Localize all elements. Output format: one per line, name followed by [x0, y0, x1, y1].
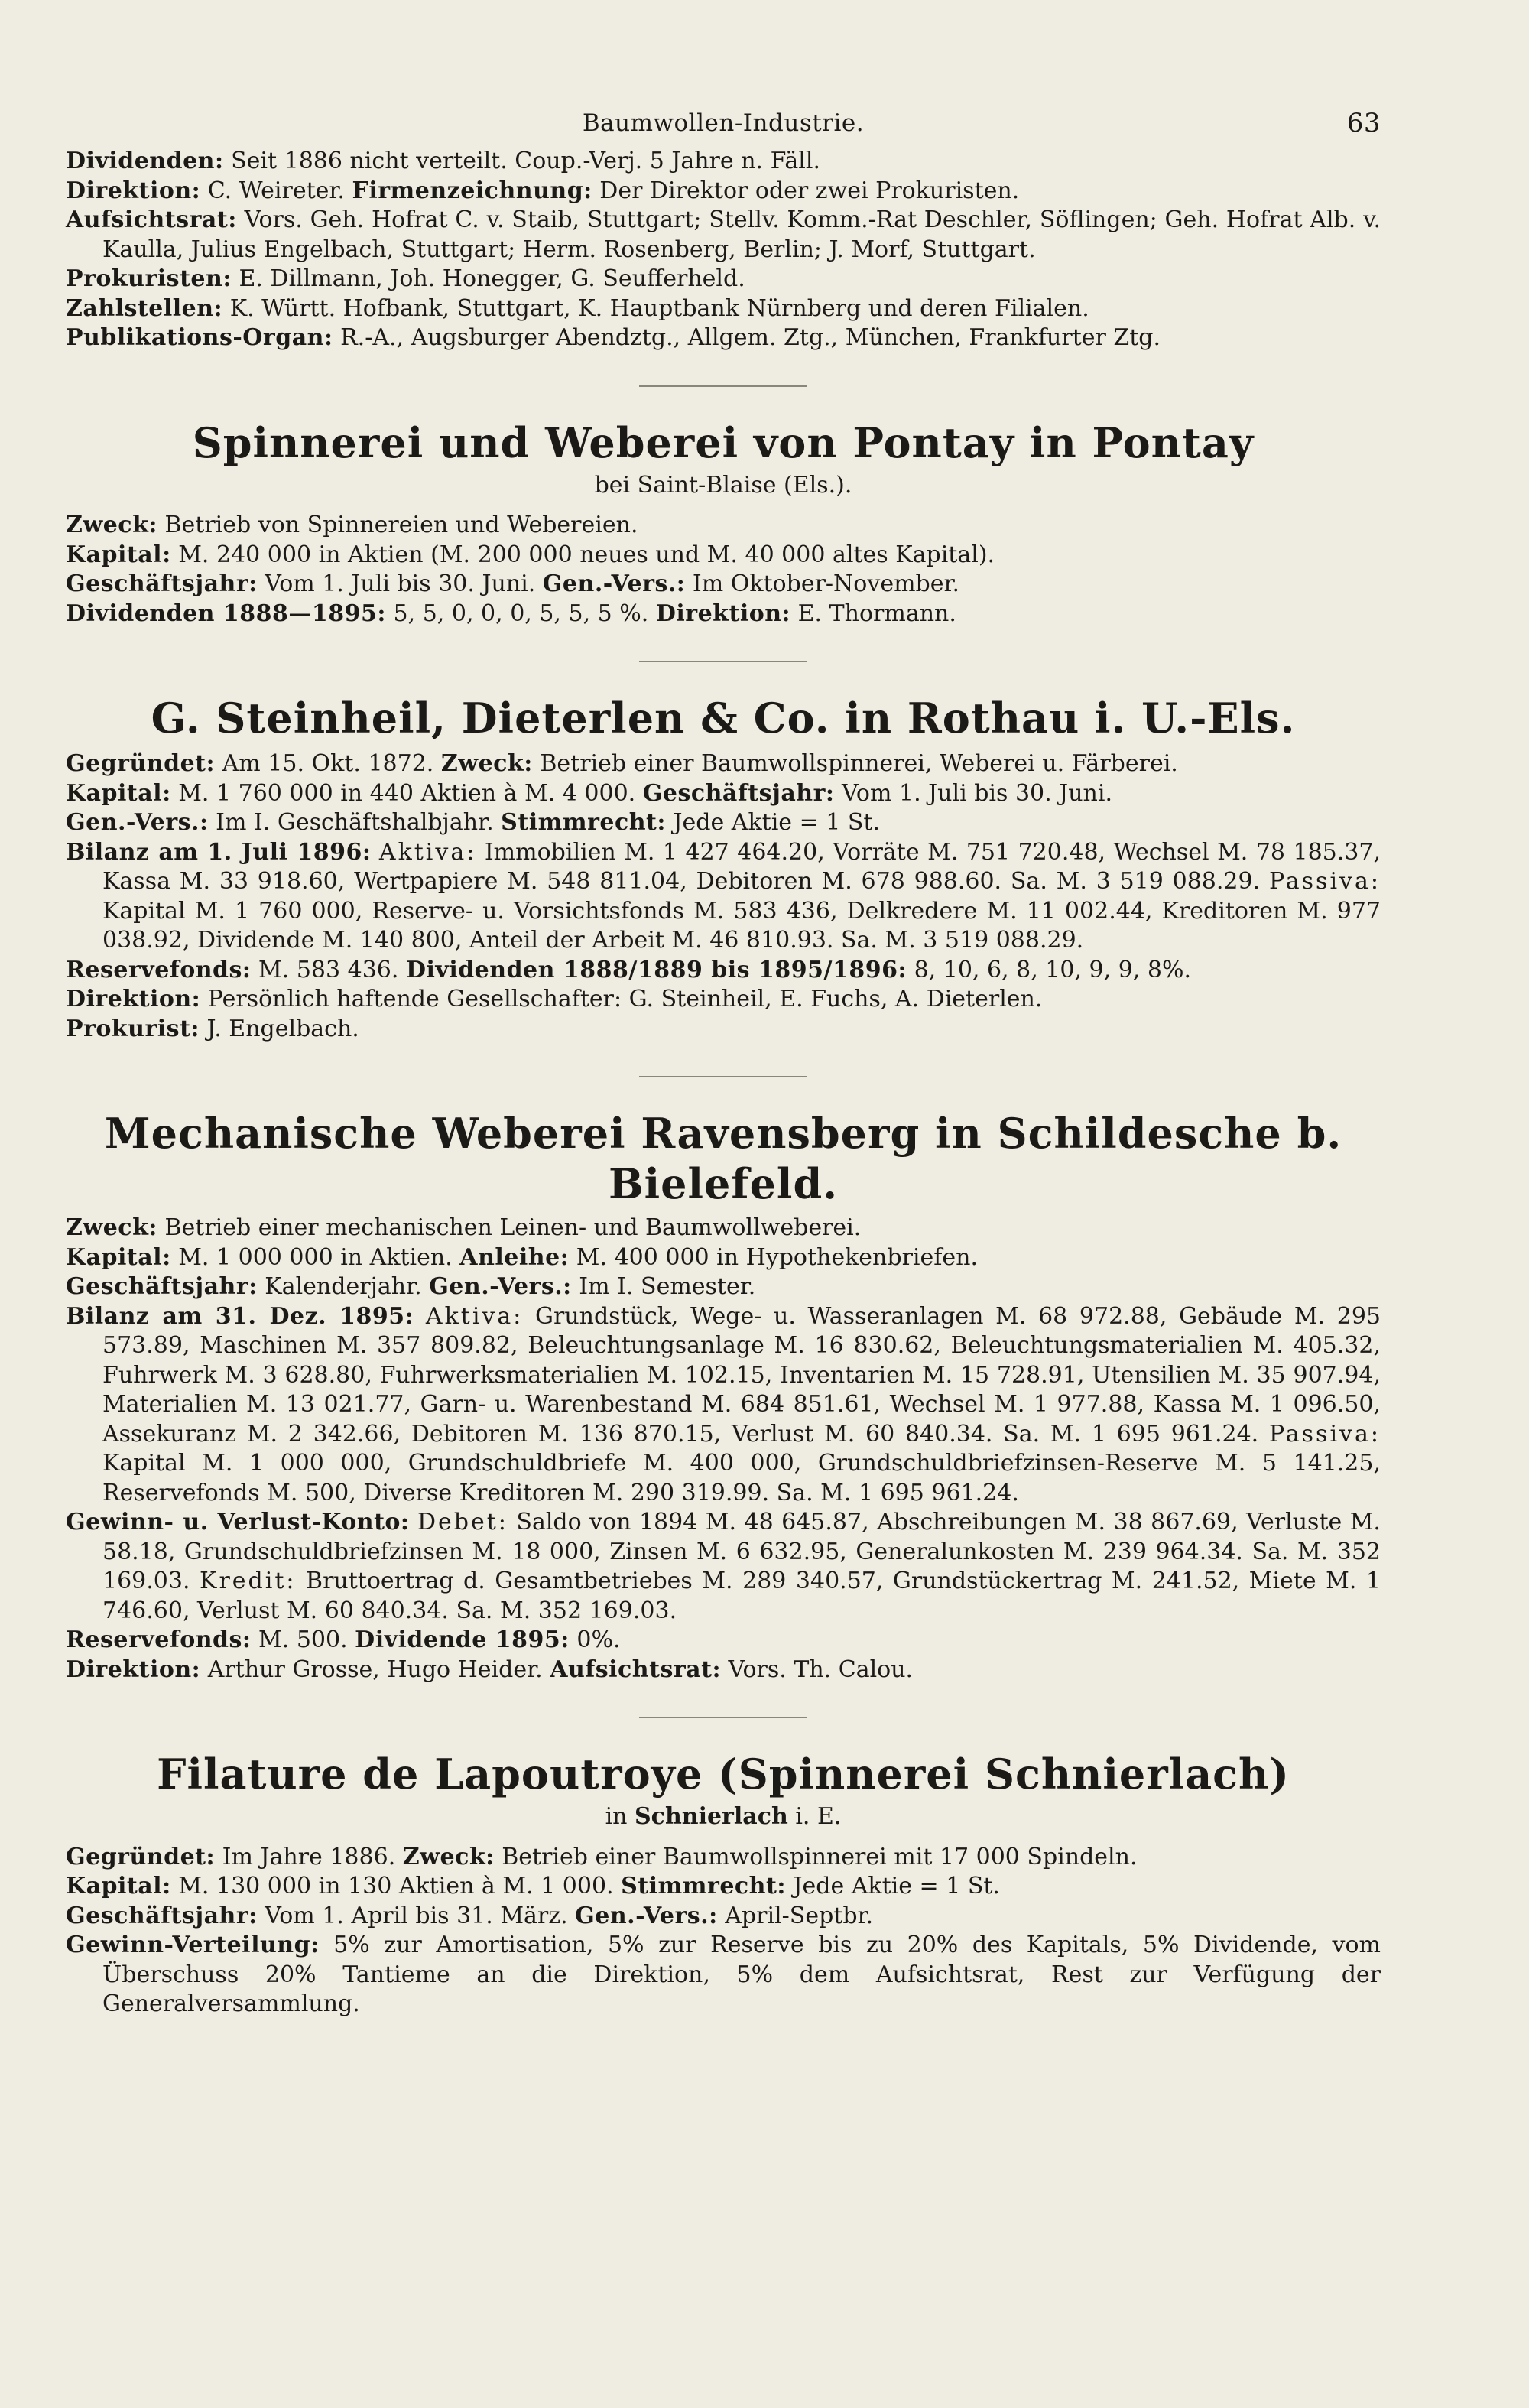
- geschaeftsjahr-line: [66, 1272, 1381, 1302]
- divider: [639, 1076, 807, 1077]
- company-title: Filature de Lapoutroye (Spinnerei Schnierlach): [157, 1750, 1290, 1799]
- guv-text-debet: Saldo von 1894 M. 48 645.87, Abschreibungen M. 38 867.69, Verluste M. 58.18, Grundschuldbriefzinsen M. 18 000, Zinsen M. 6 632.95, Generalunkosten M. 239 964.34. Sa. M. 352 169.03.: [102, 1509, 1381, 1594]
- direktion-text: Arthur Grosse, Hugo Heider.: [200, 1656, 550, 1683]
- guv-label: Gewinn- u. Verlust-Konto:: [66, 1509, 410, 1535]
- bilanz-text-aktiva: Grundstück, Wege- u. Wasseranlagen M. 68 972.88, Gebäude M. 295 573.89, Maschinen M. 357 809.82, Beleuchtungsanlage M. 16 830.62, Beleuchtungsmaterialien M. 405.32, Fuhrwerk M. 3 628.80, Fuhrwerksmaterialien M. 102.15, Inventarien M. 15 728.91, Utensilien M. 35 907.94, Materialien M. 13 021.77, Garn- u. Warenbestand M. 684 851.61, Wechsel M. 1 977.88, Kassa M. 1 096.50, Assekuranz M. 2 342.66, Debitoren M. 136 870.15, Verlust M. 60 840.34. Sa. M. 1 695 961.24.: [102, 1302, 1381, 1448]
- kapital-line: [66, 541, 1381, 570]
- geschaeftsjahr-text: Vom 1. Juli bis 30. Juni.: [257, 570, 543, 597]
- direktion-label: Direktion:: [655, 600, 791, 627]
- dividende-text: 0%.: [569, 1626, 621, 1653]
- company-title: Spinnerei und Weberei von Pontay in Pontay: [192, 418, 1255, 467]
- kapital-label: Kapital:: [66, 541, 171, 568]
- subtitle-place: Schnierlach: [635, 1803, 788, 1830]
- prokuristen-text: E. Dillmann, Joh. Honegger, G. Seufferheld.: [231, 265, 745, 292]
- dividenden-text: 8, 10, 6, 8, 10, 9, 9, 8%.: [907, 956, 1191, 983]
- zweck-line: [66, 1214, 1381, 1243]
- gewinnverteilung-label: Gewinn-Verteilung:: [66, 1932, 320, 1958]
- dividende-label: Dividende 1895:: [355, 1626, 570, 1653]
- bilanz-line: [66, 838, 1381, 956]
- kapital-text: M. 1 000 000 in Aktien.: [170, 1243, 460, 1271]
- genvers-label: Gen.-Vers.:: [66, 809, 209, 836]
- zweck-text: Betrieb von Spinnereien und Webereien.: [157, 512, 638, 538]
- kapital-text: M. 130 000 in 130 Aktien à M. 1 000.: [170, 1873, 622, 1899]
- reservefonds-text: M. 583 436.: [251, 956, 406, 983]
- zweck-text: Betrieb einer Baumwollspinnerei, Weberei u. Färberei.: [532, 750, 1178, 777]
- gegruendet-text: Am 15. Okt. 1872.: [215, 750, 441, 777]
- dividenden-label: Dividenden:: [66, 148, 224, 174]
- debet-label: Debet:: [417, 1509, 508, 1535]
- direktion-line: [66, 177, 1381, 206]
- genvers-text: April-Septbr.: [717, 1902, 874, 1929]
- direktion-line: [66, 1656, 1381, 1685]
- entry-continuation: [66, 147, 1381, 353]
- anleihe-text: M. 400 000 in Hypothekenbriefen.: [569, 1243, 978, 1271]
- gegruendet-text: Im Jahre 1886.: [215, 1843, 403, 1870]
- direktion-label: Direktion:: [66, 986, 201, 1012]
- zahlstellen-text: K. Württ. Hofbank, Stuttgart, K. Hauptbank Nürnberg und deren Filialen.: [222, 294, 1089, 322]
- bilanz-text-aktiva: Immobilien M. 1 427 464.20, Vorräte M. 751 720.48, Wechsel M. 78 185.37, Kassa M. 33 918.60, Wertpapiere M. 548 811.04, Debitoren M. 678 988.60. Sa. M. 3 519 088.29.: [102, 838, 1381, 895]
- direktion-text: E. Thormann.: [790, 600, 956, 627]
- aufsichtsrat-line: [66, 206, 1381, 265]
- aktiva-label: Aktiva:: [378, 838, 477, 866]
- geschaeftsjahr-label: Geschäftsjahr:: [642, 779, 835, 807]
- prokuristen-label: Prokuristen:: [66, 265, 232, 292]
- guv-text-kredit: Bruttoertrag d. Gesamtbetriebes M. 289 340.57, Grundstückertrag M. 241.52, Miete M. 1 746.60, Verlust M. 60 840.34. Sa. M. 352 169.03.: [102, 1568, 1381, 1624]
- aufsichtsrat-label: Aufsichtsrat:: [550, 1656, 722, 1683]
- zweck-label: Zweck:: [402, 1843, 495, 1870]
- gewinnverteilung-line: [66, 1931, 1381, 2020]
- genvers-text: Im I. Geschäftshalbjahr.: [208, 809, 502, 836]
- aufsichtsrat-text: Vors. Th. Calou.: [721, 1656, 914, 1683]
- geschaeftsjahr-label: Geschäftsjahr:: [66, 1273, 258, 1300]
- guv-line: [66, 1508, 1381, 1626]
- publikation-line: [66, 323, 1381, 353]
- gegruendet-label: Gegründet:: [66, 750, 216, 777]
- aufsichtsrat-text: Vors. Geh. Hofrat C. v. Staib, Stuttgart; Stellv. Komm.-Rat Deschler, Söflingen; Geh. Hofrat Alb. v. Kaulla, Julius Engelbach, Stuttgart; Herm. Rosenberg, Berlin; J. Morf, Stuttgart.: [102, 206, 1381, 263]
- publikation-text: R.-A., Augsburger Abendztg., Allgem. Ztg., München, Frankfurter Ztg.: [333, 324, 1161, 351]
- publikation-label: Publikations-Organ:: [66, 324, 333, 351]
- company-title: Mechanische Weberei Ravensberg in Schildesche b. Bielefeld.: [104, 1109, 1342, 1208]
- subtitle-pre: in: [605, 1803, 635, 1830]
- zweck-text: Betrieb einer mechanischen Leinen- und Baumwollweberei.: [157, 1214, 862, 1241]
- kapital-line: [66, 1243, 1381, 1273]
- entry-ravensberg: [66, 1108, 1381, 1685]
- kapital-label: Kapital:: [66, 1243, 171, 1271]
- direktion-line: [66, 985, 1381, 1015]
- divider: [639, 661, 807, 662]
- kapital-line: [66, 779, 1381, 809]
- geschaeftsjahr-text: Kalenderjahr.: [257, 1273, 430, 1300]
- gegruendet-line: [66, 749, 1381, 779]
- divider: [639, 385, 807, 387]
- divider: [639, 1717, 807, 1718]
- geschaeftsjahr-label: Geschäftsjahr:: [66, 1902, 258, 1929]
- gewinnverteilung-text: 5% zur Amortisation, 5% zur Reserve bis zu 20% des Kapitals, 5% Dividende, vom Überschuss 20% Tantieme an die Direktion, 5% dem Aufsichtsrat, Rest zur Verfügung der Generalversammlung.: [102, 1932, 1381, 2017]
- zweck-label: Zweck:: [66, 1214, 157, 1241]
- stimmrecht-label: Stimmrecht:: [501, 809, 666, 836]
- kapital-line: [66, 1872, 1381, 1902]
- geschaeftsjahr-label: Geschäftsjahr:: [66, 570, 258, 597]
- anleihe-label: Anleihe:: [459, 1243, 570, 1271]
- genvers-label: Gen.-Vers.:: [542, 570, 686, 597]
- stimmrecht-text: Jede Aktie = 1 St.: [785, 1873, 1000, 1899]
- page-number: 63: [1346, 108, 1381, 138]
- firmenzeichnung-text: Der Direktor oder zwei Prokuristen.: [592, 177, 1020, 204]
- prokurist-label: Prokurist:: [66, 1015, 200, 1042]
- zweck-label: Zweck:: [66, 512, 157, 538]
- prokurist-line: [66, 1015, 1381, 1045]
- genvers-text: Im I. Semester.: [571, 1273, 756, 1300]
- zweck-label: Zweck:: [440, 750, 533, 777]
- bilanz-text-passiva: Kapital M. 1 760 000, Reserve- u. Vorsichtsfonds M. 583 436, Delkredere M. 11 002.44, Kreditoren M. 977 038.92, Dividende M. 140 800, Anteil der Arbeit M. 46 810.93. Sa. M. 3 519 088.29.: [102, 897, 1381, 954]
- bilanz-line: [66, 1302, 1381, 1509]
- prokuristen-line: [66, 265, 1381, 294]
- entry-steinheil: [66, 693, 1381, 1044]
- dividenden-label: Dividenden 1888/1889 bis 1895/1896:: [405, 956, 907, 983]
- geschaeftsjahr-line: [66, 570, 1381, 600]
- direktion-label: Direktion:: [66, 177, 201, 204]
- stimmrecht-text: Jede Aktie = 1 St.: [665, 809, 881, 836]
- reservefonds-line: [66, 956, 1381, 986]
- dividenden-line: [66, 600, 1381, 629]
- page: [66, 0, 1381, 2020]
- zweck-line: [66, 511, 1381, 541]
- dividenden-line: [66, 147, 1381, 177]
- company-subtitle: [66, 1802, 1381, 1832]
- zahlstellen-label: Zahlstellen:: [66, 294, 223, 322]
- kredit-label: Kredit:: [200, 1568, 297, 1594]
- kapital-label: Kapital:: [66, 1873, 171, 1899]
- direktion-text: Persönlich haftende Gesellschafter: G. Steinheil, E. Fuchs, A. Dieterlen.: [200, 986, 1043, 1012]
- bilanz-label: Bilanz am 1. Juli 1896:: [66, 838, 372, 866]
- genvers-label: Gen.-Vers.:: [429, 1273, 572, 1300]
- passiva-label: Passiva:: [1268, 868, 1381, 895]
- reservefonds-label: Reservefonds:: [66, 956, 252, 983]
- prokurist-text: J. Engelbach.: [200, 1015, 359, 1042]
- geschaeftsjahr-text: Vom 1. April bis 31. März.: [257, 1902, 576, 1929]
- reservefonds-label: Reservefonds:: [66, 1626, 252, 1653]
- company-title: G. Steinheil, Dieterlen & Co. in Rothau i. U.-Els.: [151, 694, 1296, 743]
- running-head: [66, 109, 1381, 147]
- direktion-label: Direktion:: [66, 1656, 201, 1683]
- dividenden-text: Seit 1886 nicht verteilt. Coup.-Verj. 5 Jahre n. Fäll.: [223, 148, 820, 174]
- bilanz-text-passiva: Kapital M. 1 000 000, Grundschuldbriefe M. 400 000, Grundschuldbriefzinsen-Reserve M. 5 141.25, Reservefonds M. 500, Diverse Kreditoren M. 290 319.99. Sa. M. 1 695 961.24.: [102, 1450, 1381, 1506]
- dividenden-label: Dividenden 1888—1895:: [66, 600, 387, 627]
- running-title: Baumwollen-Industrie.: [582, 109, 865, 137]
- bilanz-label: Bilanz am 31. Dez. 1895:: [66, 1302, 414, 1330]
- kapital-text: M. 1 760 000 in 440 Aktien à M. 4 000.: [170, 779, 643, 807]
- genvers-text: Im Oktober-November.: [685, 570, 960, 597]
- company-subtitle: bei Saint-Blaise (Els.).: [594, 471, 852, 499]
- reservefonds-text: M. 500.: [251, 1626, 355, 1653]
- aufsichtsrat-label: Aufsichtsrat:: [66, 206, 237, 233]
- dividenden-text: 5, 5, 0, 0, 0, 5, 5, 5 %.: [386, 600, 656, 627]
- kapital-text: M. 240 000 in Aktien (M. 200 000 neues und M. 40 000 altes Kapital).: [170, 541, 995, 568]
- aktiva-label: Aktiva:: [425, 1302, 524, 1330]
- stimmrecht-label: Stimmrecht:: [621, 1873, 786, 1899]
- direktion-text: C. Weireter.: [200, 177, 352, 204]
- passiva-label: Passiva:: [1268, 1420, 1381, 1448]
- kapital-label: Kapital:: [66, 779, 171, 807]
- subtitle-post: i. E.: [787, 1803, 842, 1830]
- entry-lapoutroye: [66, 1749, 1381, 2020]
- geschaeftsjahr-text: Vom 1. Juli bis 30. Juni.: [834, 779, 1112, 807]
- genvers-line: [66, 808, 1381, 838]
- zweck-text: Betrieb einer Baumwollspinnerei mit 17 000 Spindeln.: [494, 1843, 1138, 1870]
- zahlstellen-line: [66, 294, 1381, 324]
- gegruendet-label: Gegründet:: [66, 1843, 216, 1870]
- geschaeftsjahr-line: [66, 1902, 1381, 1932]
- genvers-label: Gen.-Vers.:: [575, 1902, 718, 1929]
- entry-pontay: [66, 418, 1381, 629]
- reservefonds-line: [66, 1626, 1381, 1656]
- firmenzeichnung-label: Firmenzeichnung:: [352, 177, 592, 204]
- gegruendet-line: [66, 1843, 1381, 1873]
